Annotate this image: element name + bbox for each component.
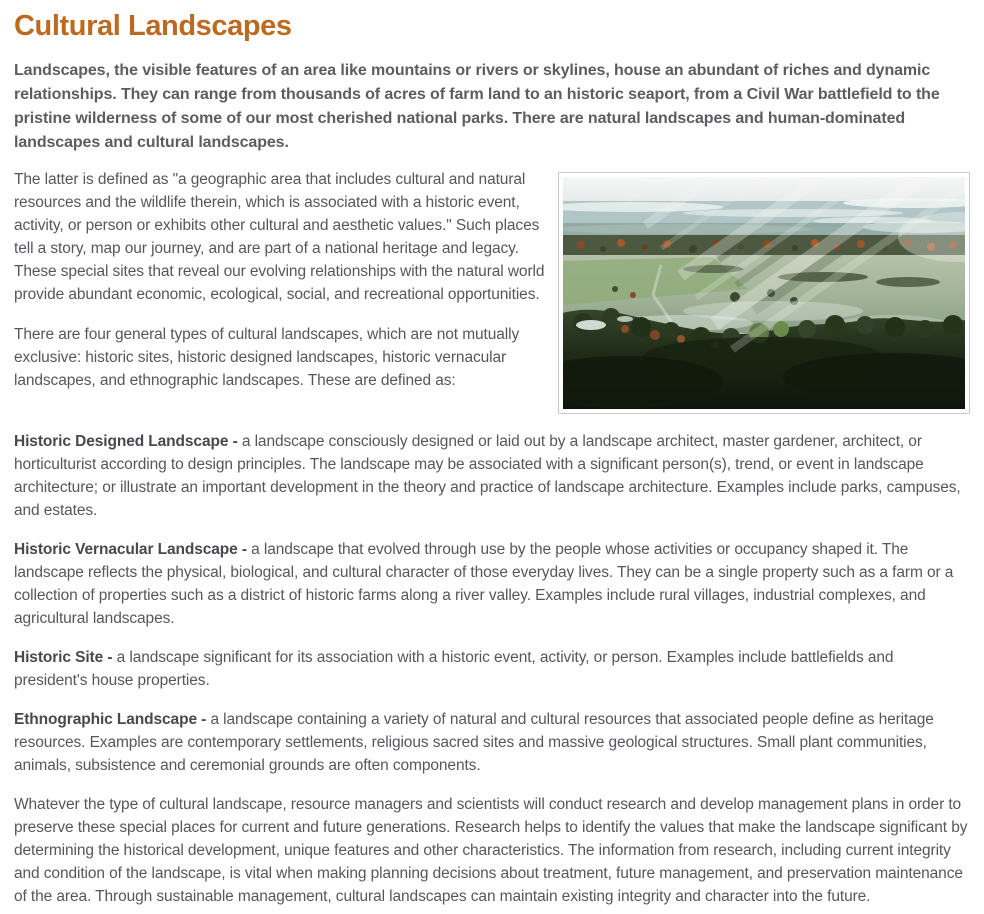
four-types-paragraph: There are four general types of cultural landscapes, which are not mutually exclusive: historic sites, historic designed landscapes, historic vernacular landscapes, and ethnographic landscapes. These are defined as: [14,326,520,390]
definition-text: a landscape consciously designed or laid out by a landscape architect, master gardener, architect, or horticulturist according to design principles. The landscape may be associated with a significant person(s), trend, or event in landscape architecture; or illustrate an important development in the theory and practice of landscape architecture. Examples include parks, campuses, and estates. [14,433,961,520]
definition-paragraph [14,708,970,777]
closing-paragraph: Whatever the type of cultural landscape, resource managers and scientists will conduct research and develop management plans in order to preserve these special places for current and future generations. Research helps to identify the values that make the landscape significant by determining the historical development, unique features and other characteristics. The information from research, including current integrity and condition of the landscape, is vital when making planning decisions about treatment, future management, and preservation maintenance of the area. Through sustainable management, cultural landscapes can maintain existing integrity and character into the future. [14,796,968,906]
definition-paragraph [14,646,970,692]
definition-paragraph [14,430,970,522]
intro-paragraph: Landscapes, the visible features of an area like mountains or rivers or skylines, house an abundant of riches and dynamic relationships. They can range from thousands of acres of farm land to an historic seaport, from a Civil War battlefield to the pristine wilderness of some of our most cherished national parks. There are natural landscapes and human-dominated landscapes and cultural landscapes. [14,62,940,152]
definition-term: Historic Vernacular Landscape - [14,541,247,559]
page-title: Cultural Landscapes [14,10,292,42]
definition-paragraph [14,538,970,630]
definition-term: Historic Site - [14,649,113,667]
definition-term: Historic Designed Landscape - [14,433,238,451]
definition-quote-paragraph: The latter is defined as "a geographic area that includes cultural and natural resources and the wildlife therein, which is associated with a historic event, activity, or person or exhibits other cultural and aesthetic values." Such places tell a story, map our journey, and are part of a national heritage and legacy. These special sites that reveal our evolving relationships with the natural world provide abundant economic, ecological, social, and recreational opportunities. [14,171,545,304]
definition-text: a landscape containing a variety of natural and cultural resources that associated people define as heritage resources. Examples are contemporary settlements, religious sacred sites and massive geological structures. Small plant communities, animals, subsistence and ceremonial grounds are often components. [14,711,934,775]
definition-text: a landscape that evolved through use by the people whose activities or occupancy shaped it. The landscape reflects the physical, biological, and cultural character of those everyday lives. They can be a single property such as a farm or a collection of properties such as a district of historic farms along a river valley. Examples include rural villages, industrial complexes, and agricultural landscapes. [14,541,954,628]
definition-text: a landscape significant for its association with a historic event, activity, or person. Examples include battlefields and president's house properties. [14,649,894,690]
aerial-valley-photo [558,172,970,414]
left-text-column [14,168,556,409]
aerial-valley-photo-graphic [563,177,965,409]
definition-term: Ethnographic Landscape - [14,711,207,729]
content-row [14,168,970,414]
